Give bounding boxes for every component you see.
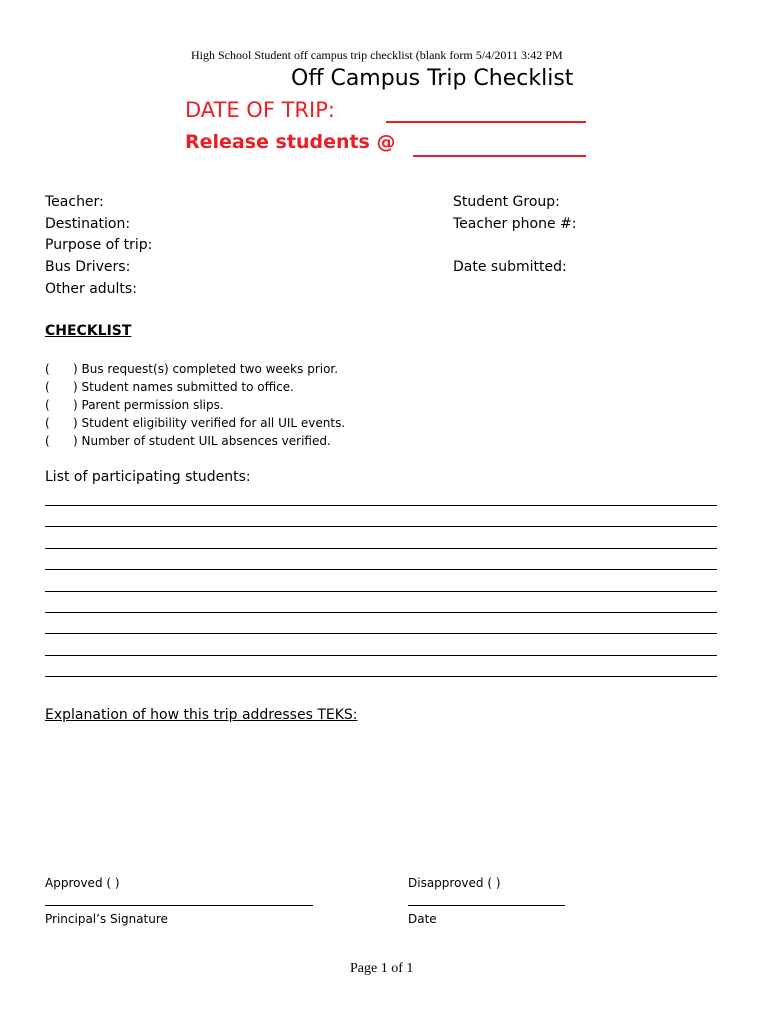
disapproved-checkbox[interactable]: Disapproved ( ) [408, 876, 501, 890]
date-of-trip-label: DATE OF TRIP: [185, 98, 335, 122]
student-name-line[interactable] [45, 633, 717, 634]
student-name-line[interactable] [45, 569, 717, 570]
checklist-heading: CHECKLIST [45, 323, 132, 339]
checklist-item-text: ) Student eligibility verified for all UIL events. [73, 416, 346, 430]
teks-explanation-label: Explanation of how this trip addresses TEKS: [45, 707, 358, 723]
checkbox-paren[interactable]: ( [45, 398, 50, 412]
student-group-label: Student Group: [453, 194, 560, 210]
teacher-label: Teacher: [45, 194, 104, 210]
teacher-phone-label: Teacher phone #: [453, 216, 577, 232]
checklist-item-text: ) Parent permission slips. [73, 398, 224, 412]
student-name-line[interactable] [45, 655, 717, 656]
destination-label: Destination: [45, 216, 131, 232]
checkbox-paren[interactable]: ( [45, 380, 50, 394]
release-students-blank[interactable] [413, 155, 586, 157]
student-name-line[interactable] [45, 548, 717, 549]
other-adults-label: Other adults: [45, 281, 137, 297]
date-submitted-label: Date submitted: [453, 259, 567, 275]
checklist-item-text: ) Student names submitted to office. [73, 380, 294, 394]
checklist-item[interactable] [45, 378, 345, 396]
student-name-line[interactable] [45, 676, 717, 677]
checklist-item-text: ) Number of student UIL absences verified. [73, 434, 331, 448]
purpose-of-trip-label: Purpose of trip: [45, 237, 153, 253]
checklist-items [45, 360, 345, 450]
date-label: Date [408, 912, 437, 926]
checkbox-paren[interactable]: ( [45, 362, 50, 376]
checklist-item[interactable] [45, 414, 345, 432]
student-name-line[interactable] [45, 591, 717, 592]
principal-signature-label: Principal’s Signature [45, 912, 168, 926]
student-name-line[interactable] [45, 612, 717, 613]
header-doc-info: High School Student off campus trip checklist (blank form 5/4/2011 3:42 PM [191, 48, 563, 62]
checkbox-paren[interactable]: ( [45, 416, 50, 430]
date-line[interactable] [408, 905, 565, 906]
bus-drivers-label: Bus Drivers: [45, 259, 131, 275]
checklist-item[interactable] [45, 396, 345, 414]
approved-checkbox[interactable]: Approved ( ) [45, 876, 120, 890]
page-title: Off Campus Trip Checklist [291, 66, 574, 91]
participating-students-label: List of participating students: [45, 469, 251, 485]
checklist-item[interactable] [45, 432, 345, 450]
checkbox-paren[interactable]: ( [45, 434, 50, 448]
student-name-line[interactable] [45, 526, 717, 527]
page-number: Page 1 of 1 [350, 961, 414, 976]
checklist-item[interactable] [45, 360, 345, 378]
release-students-label: Release students @ [185, 131, 396, 153]
principal-signature-line[interactable] [45, 905, 313, 906]
checklist-item-text: ) Bus request(s) completed two weeks prior. [73, 362, 339, 376]
date-of-trip-blank[interactable] [386, 121, 586, 123]
student-name-line[interactable] [45, 505, 717, 506]
